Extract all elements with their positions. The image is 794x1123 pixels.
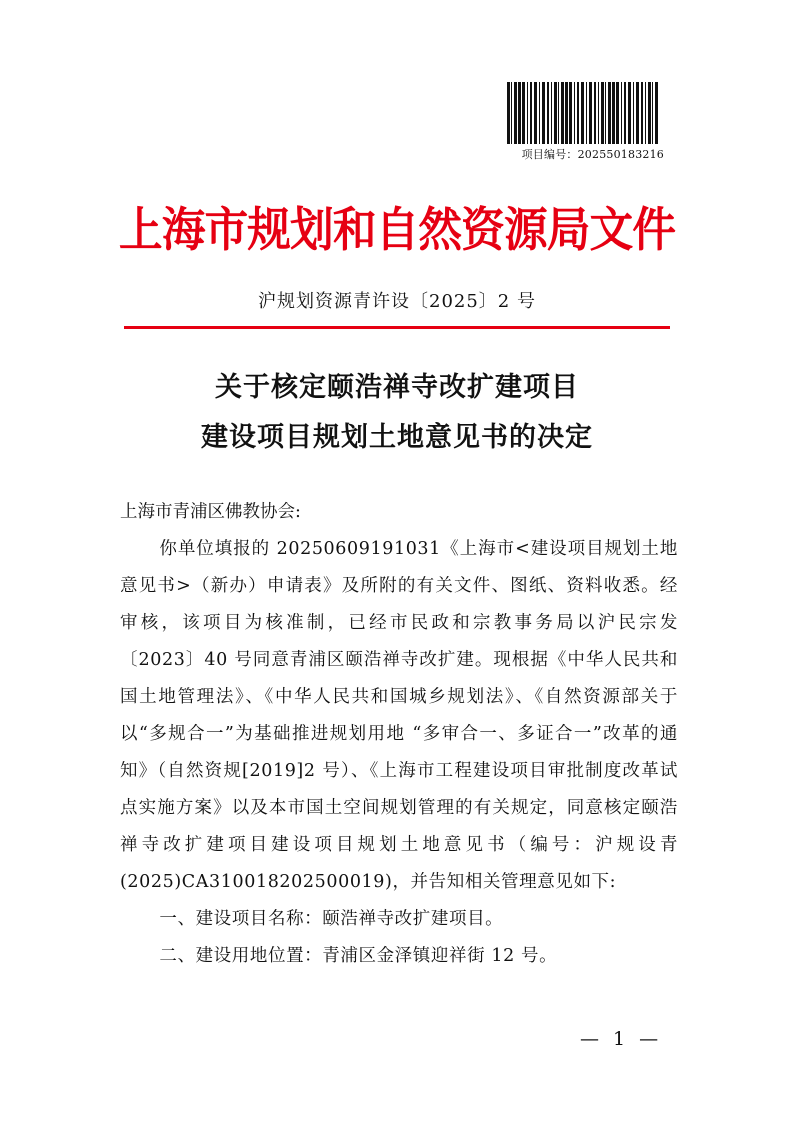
- project-number-label: 项目编号：202550183216: [521, 148, 664, 161]
- issuer-header: 上海市规划和自然资源局文件: [118, 203, 676, 258]
- red-divider-line: [124, 326, 670, 329]
- document-body: [120, 494, 678, 975]
- document-title-line-1: 关于核定颐浩禅寺改扩建项目: [215, 372, 579, 403]
- page-number: — 1 —: [580, 1028, 663, 1050]
- main-paragraph: 你单位填报的 20250609191031《上海市<建设项目规划土地意见书>（新办）申请表》及所附的有关文件、图纸、资料收悉。经审核，该项目为核准制，已经市民政和宗教事务局以沪民宗发〔2023〕40 号同意青浦区颐浩禅寺改扩建。现根据《中华人民共和国土地管理法》、《中华人民共和国城乡规划法》、《自然资源部关于以“多规合一”为基础推进规划用地 “多审合一、多证合一”改革的通知》（自然资规[2019]2 号）、《上海市工程建设项目审批制度改革试点实施方案》以及本市国土空间规划管理的有关规定，同意核定颐浩禅寺改扩建项目建设项目规划土地意见书（编号：沪规设青(2025)CA310018202500019)，并告知相关管理意见如下:: [120, 539, 678, 892]
- item-project-name: 一、建设项目名称：颐浩禅寺改扩建项目。: [159, 909, 504, 929]
- item-project-location: 二、建设用地位置：青浦区金泽镇迎祥街 12 号。: [159, 946, 558, 966]
- barcode-image: [505, 82, 661, 144]
- salutation: 上海市青浦区佛教协会:: [120, 502, 301, 522]
- document-title-line-2: 建设项目规划土地意见书的决定: [201, 422, 593, 453]
- document-number: 沪规划资源青许设〔2025〕2 号: [258, 291, 536, 312]
